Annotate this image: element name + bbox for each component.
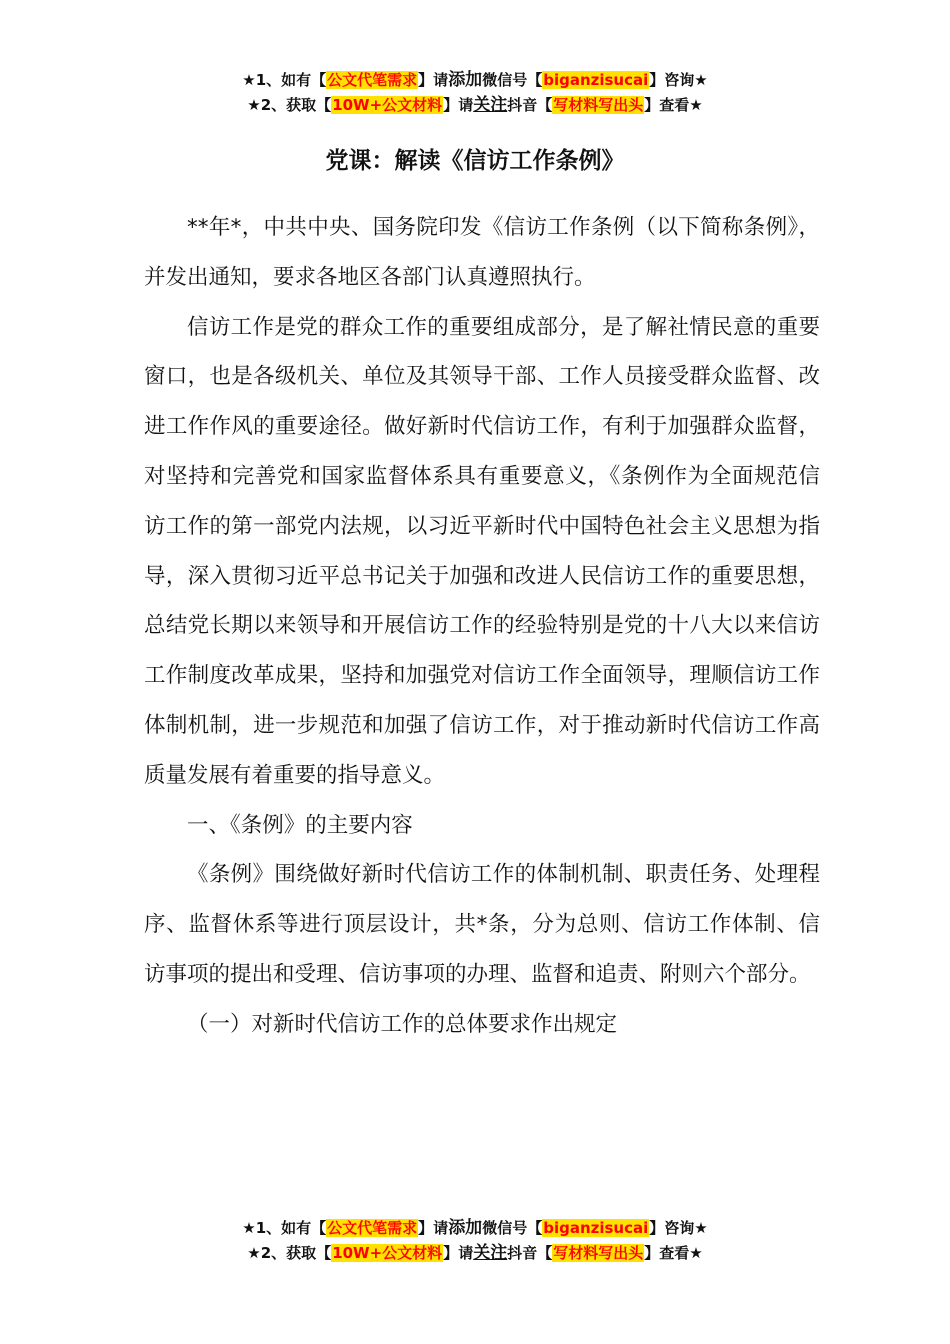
paragraph: 信访工作是党的群众工作的重要组成部分，是了解社情民意的重要窗口，也是各级机关、单位及其领导干部、工作人员接受群众监督、改进工作作风的重要途径。做好新时代信访工作，有利于加强群众监督，对坚持和完善党和国家监督体系具有重要意义，《条例作为全面规范信访工作的第一部党内法规，以习近平新时代中国特色社会主义思想为指导，深入贯彻习近平总书记关于加强和改进人民信访工作的重要思想，总结党长期以来领导和开展信访工作的经验特别是党的十八大以来信访工作制度改革成果，坚持和加强党对信访工作全面领导，理顺信访工作体制机制，进一步规范和加强了信访工作，对于推动新时代信访工作高质量发展有着重要的指导意义。 — [144, 314, 820, 788]
paragraph: **年*，中共中央、国务院印发《信访工作条例（以下简称条例》，并发出通知，要求各地区各部门认真遵照执行。 — [144, 215, 820, 290]
section-heading: 一、《条例》的主要内容 — [187, 812, 413, 838]
banner-highlight-materials: 10W+公文材料 — [332, 1244, 443, 1262]
footer-banner — [0, 1216, 950, 1266]
header-banner — [0, 68, 950, 118]
subsection-heading: （一）对新时代信访工作的总体要求作出规定 — [187, 1011, 618, 1037]
banner-line-1: ★1、如有【公文代笔需求】请添加微信号【biganzisucai】咨询★ — [242, 70, 708, 90]
banner-highlight-wechat-id: biganzisucai — [543, 1219, 649, 1237]
banner-line-2: ★2、获取【10W+公文材料】请关注抖音【写材料写出头】查看★ — [247, 1243, 703, 1263]
document-body — [144, 203, 820, 1050]
banner-highlight-service: 公文代笔需求 — [327, 1219, 418, 1237]
banner-line-1: ★1、如有【公文代笔需求】请添加微信号【biganzisucai】咨询★ — [242, 1218, 708, 1238]
banner-highlight-materials: 10W+公文材料 — [332, 96, 443, 114]
paragraph: 《条例》围绕做好新时代信访工作的体制机制、职责任务、处理程序、监督休系等进行顶层设计，共*条，分为总则、信访工作体制、信访事项的提出和受理、信访事项的办理、监督和追责、附则六个部分。 — [144, 862, 820, 987]
document-title: 党课：解读《信访工作条例》 — [325, 148, 625, 174]
banner-highlight-service: 公文代笔需求 — [327, 71, 418, 89]
banner-highlight-wechat-id: biganzisucai — [543, 71, 649, 89]
banner-highlight-douyin: 写材料写出头 — [553, 1244, 644, 1262]
banner-highlight-douyin: 写材料写出头 — [553, 96, 644, 114]
banner-line-2: ★2、获取【10W+公文材料】请关注抖音【写材料写出头】查看★ — [247, 95, 703, 115]
